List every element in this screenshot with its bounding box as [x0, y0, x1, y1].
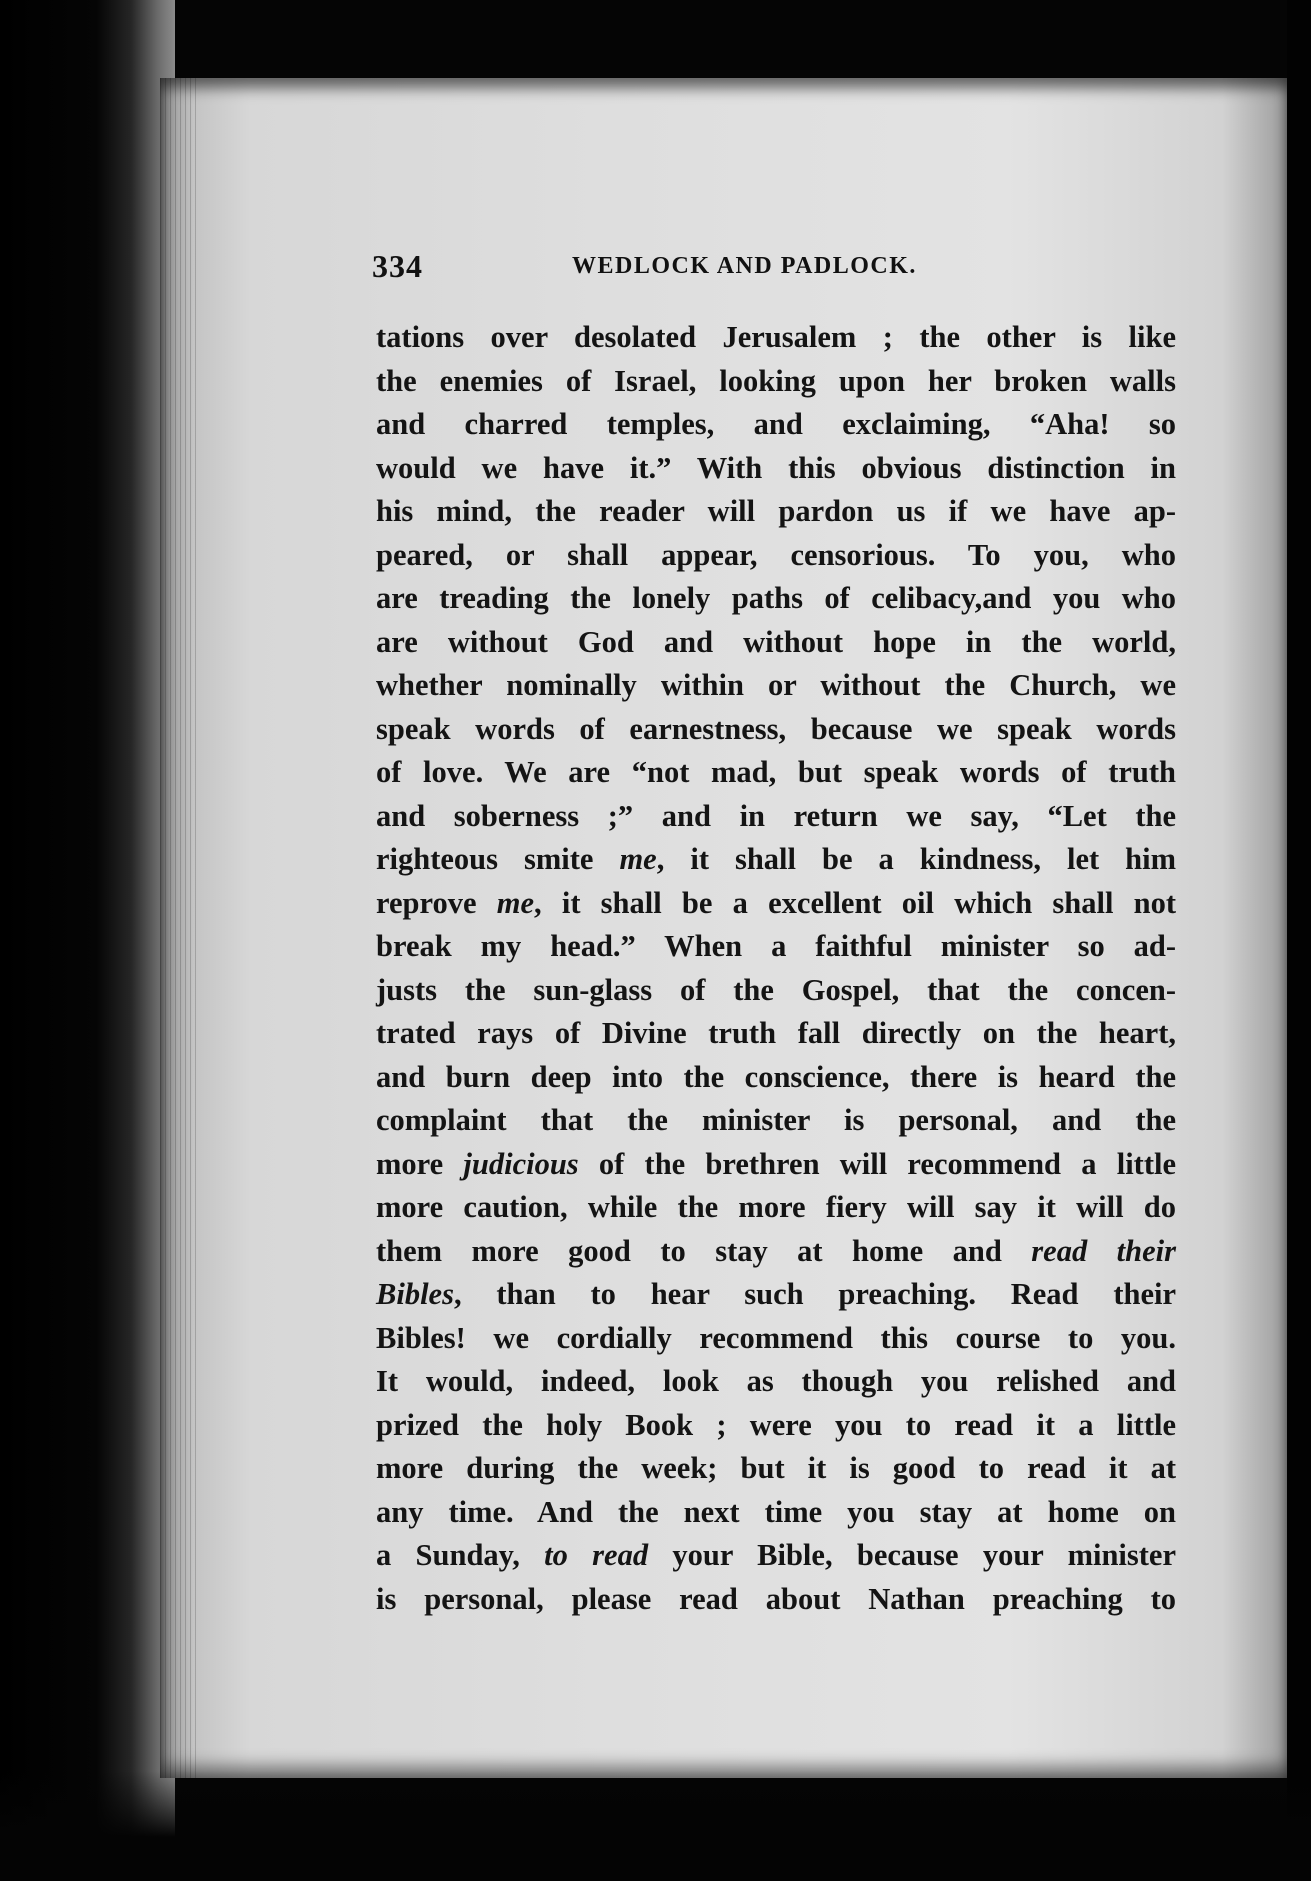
- italic-text: to read: [544, 1538, 649, 1572]
- line-text: a Sunday,: [376, 1538, 545, 1572]
- text-line: [376, 1143, 1176, 1187]
- text-line: [376, 1012, 1176, 1056]
- text-line: [376, 1360, 1176, 1404]
- body-text: [376, 316, 1176, 1621]
- scan-right-border: [1287, 0, 1311, 1881]
- line-text: would we have it.” With this obvious distinction in: [376, 450, 1176, 485]
- line-text: tations over desolated Jerusalem ; the other is like: [376, 320, 1176, 354]
- line-text: your Bible, because your minister: [648, 1538, 1176, 1572]
- line-text: is personal, please read about Nathan preaching to: [376, 1581, 1176, 1616]
- page-number: 334: [372, 248, 423, 284]
- text-line: [376, 534, 1176, 578]
- line-text: and burn deep into the conscience, there is heard the: [376, 1059, 1176, 1094]
- line-text: , it shall be a kindness, let him: [656, 842, 1176, 876]
- text-line: [376, 1056, 1176, 1100]
- line-text: and charred temples, and exclaiming, “Aha! so: [376, 407, 1176, 441]
- scan-top-border: [0, 0, 1311, 82]
- line-text: justs the sun-glass of the Gospel, that the concen-: [376, 972, 1176, 1007]
- text-line: [376, 1317, 1176, 1361]
- page-edge-lines: [160, 78, 200, 1778]
- text-line: [376, 1578, 1176, 1622]
- text-line: [376, 708, 1176, 752]
- text-line: [376, 1230, 1176, 1274]
- line-text: prized the holy Book ; were you to read it a little: [376, 1407, 1176, 1442]
- text-line: [376, 403, 1176, 447]
- line-text: his mind, the reader will pardon us if we have ap-: [376, 494, 1176, 528]
- book-spine-shadow: [0, 0, 175, 1881]
- text-line: [376, 1099, 1176, 1143]
- running-title: WEDLOCK AND PADLOCK.: [572, 253, 917, 279]
- line-text: more during the week; but it is good to read it at: [376, 1451, 1176, 1485]
- line-text: the enemies of Israel, looking upon her broken walls: [376, 363, 1176, 398]
- italic-text: judicious: [463, 1146, 579, 1181]
- text-line: [376, 1186, 1176, 1230]
- line-text: whether nominally within or without the Church, we: [376, 668, 1176, 702]
- text-line: [376, 664, 1176, 708]
- text-line: [376, 1491, 1176, 1535]
- line-text: Bibles! we cordially recommend this course to you.: [376, 1320, 1176, 1355]
- text-line: [376, 925, 1176, 969]
- line-text: complaint that the minister is personal, and the: [376, 1103, 1176, 1137]
- line-text: them more good to stay at home and: [376, 1233, 1032, 1268]
- line-text: It would, indeed, look as though you relished and: [376, 1364, 1176, 1398]
- text-line: [376, 751, 1176, 795]
- text-line: [376, 795, 1176, 839]
- text-line: [376, 1404, 1176, 1448]
- line-text: break my head.” When a faithful minister so ad-: [376, 929, 1176, 963]
- text-line: [376, 621, 1176, 665]
- line-text: of the brethren will recommend a little: [578, 1146, 1176, 1181]
- scan-bottom-border: [0, 1771, 1311, 1881]
- italic-text: me: [496, 885, 534, 920]
- line-text: , it shall be a excellent oil which shall not: [534, 885, 1177, 920]
- line-text: are treading the lonely paths of celibacy,and you who: [376, 581, 1176, 615]
- text-line: [376, 882, 1176, 926]
- line-text: , than to hear such preaching. Read their: [453, 1277, 1176, 1311]
- text-line: [376, 1273, 1176, 1317]
- line-text: trated rays of Divine truth fall directly on the heart,: [376, 1016, 1176, 1050]
- line-text: speak words of earnestness, because we speak words: [376, 711, 1176, 746]
- text-line: [376, 838, 1176, 882]
- line-text: and soberness ;” and in return we say, “Let the: [376, 798, 1176, 833]
- text-line: [376, 316, 1176, 360]
- line-text: more caution, while the more fiery will say it will do: [376, 1190, 1176, 1224]
- page-header: [372, 248, 1182, 292]
- text-line: [376, 969, 1176, 1013]
- text-line: [376, 447, 1176, 491]
- line-text: of love. We are “not mad, but speak words of truth: [376, 755, 1176, 789]
- text-line: [376, 490, 1176, 534]
- text-line: [376, 1534, 1176, 1578]
- italic-text: Bibles: [376, 1277, 454, 1311]
- line-text: reprove: [376, 885, 497, 920]
- line-text: are without God and without hope in the world,: [376, 624, 1176, 659]
- italic-text: read their: [1031, 1233, 1176, 1268]
- text-line: [376, 1447, 1176, 1491]
- line-text: more: [376, 1146, 464, 1181]
- text-line: [376, 360, 1176, 404]
- line-text: peared, or shall appear, censorious. To you, who: [376, 537, 1176, 572]
- line-text: any time. And the next time you stay at home on: [376, 1494, 1176, 1529]
- text-line: [376, 577, 1176, 621]
- line-text: righteous smite: [376, 842, 620, 876]
- italic-text: me: [619, 842, 657, 876]
